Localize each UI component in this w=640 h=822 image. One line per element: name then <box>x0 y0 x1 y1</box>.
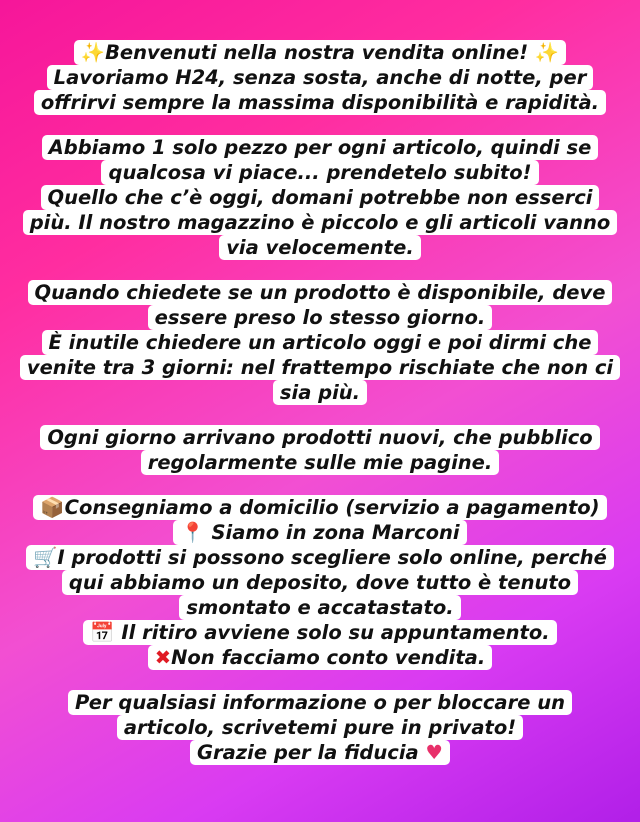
stock-line: qualcosa vi piace... prendetelo subito! <box>101 160 538 185</box>
online-line <box>26 545 614 570</box>
location-line <box>173 520 466 545</box>
new-products-line: Ogni giorno arrivano prodotti nuovi, che pubblico <box>40 425 599 450</box>
heart-icon: ♥ <box>425 741 443 764</box>
availability-line: È inutile chiedere un articolo oggi e poi dirmi che <box>42 330 599 355</box>
location-text: Siamo in zona Marconi <box>211 521 460 544</box>
online-text: I prodotti si possono scegliere solo online, perché <box>57 546 607 569</box>
delivery-line <box>33 495 606 520</box>
info-block <box>26 495 614 670</box>
welcome-line: Lavoriamo H24, senza sosta, anche di notte, per <box>47 65 594 90</box>
calendar-icon: 📅 <box>90 621 115 644</box>
sparkles-icon: ✨ <box>534 41 560 64</box>
pickup-text: Il ritiro avviene solo su appuntamento. <box>121 621 550 644</box>
stock-block <box>23 135 618 260</box>
online-line: smontato e accatastato. <box>179 595 460 620</box>
delivery-text: Consegniamo a domicilio (servizio a pagamento) <box>64 496 600 519</box>
contact-line: articolo, scrivetemi pure in privato! <box>117 715 523 740</box>
thanks-text: Grazie per la fiducia <box>197 741 419 764</box>
contact-block <box>68 690 572 765</box>
cart-icon: 🛒 <box>33 546 58 569</box>
availability-block <box>20 280 620 405</box>
availability-line: Quando chiedete se un prodotto è disponibile, deve <box>28 280 613 305</box>
availability-line: venite tra 3 giorni: nel frattempo rischiate che non ci <box>20 355 620 380</box>
thanks-line <box>190 740 450 765</box>
welcome-line: offrirvi sempre la massima disponibilità e rapidità. <box>34 90 606 115</box>
new-products-line: regolarmente sulle mie pagine. <box>141 450 500 475</box>
no-consignment-line <box>148 645 493 670</box>
package-icon: 📦 <box>40 496 65 519</box>
welcome-line <box>74 40 566 65</box>
stock-line: Quello che c’è oggi, domani potrebbe non esserci <box>41 185 600 210</box>
contact-line: Per qualsiasi informazione o per bloccare un <box>68 690 572 715</box>
availability-line: essere preso lo stesso giorno. <box>148 305 493 330</box>
stock-line: via velocemente. <box>219 235 421 260</box>
no-consignment-text: Non facciamo conto vendita. <box>171 646 486 669</box>
new-products-block <box>40 425 599 475</box>
pickup-line <box>83 620 556 645</box>
welcome-block <box>34 40 606 115</box>
welcome-title: Benvenuti nella nostra vendita online! <box>105 41 529 64</box>
stock-line: Abbiamo 1 solo pezzo per ogni articolo, quindi se <box>42 135 599 160</box>
stock-line: più. Il nostro magazzino è piccolo e gli articoli vanno <box>23 210 618 235</box>
sparkles-icon: ✨ <box>80 41 106 64</box>
cross-icon: ✖ <box>154 646 172 669</box>
pin-icon: 📍 <box>180 521 205 544</box>
availability-line: sia più. <box>273 380 367 405</box>
online-line: qui abbiamo un deposito, dove tutto è tenuto <box>62 570 578 595</box>
